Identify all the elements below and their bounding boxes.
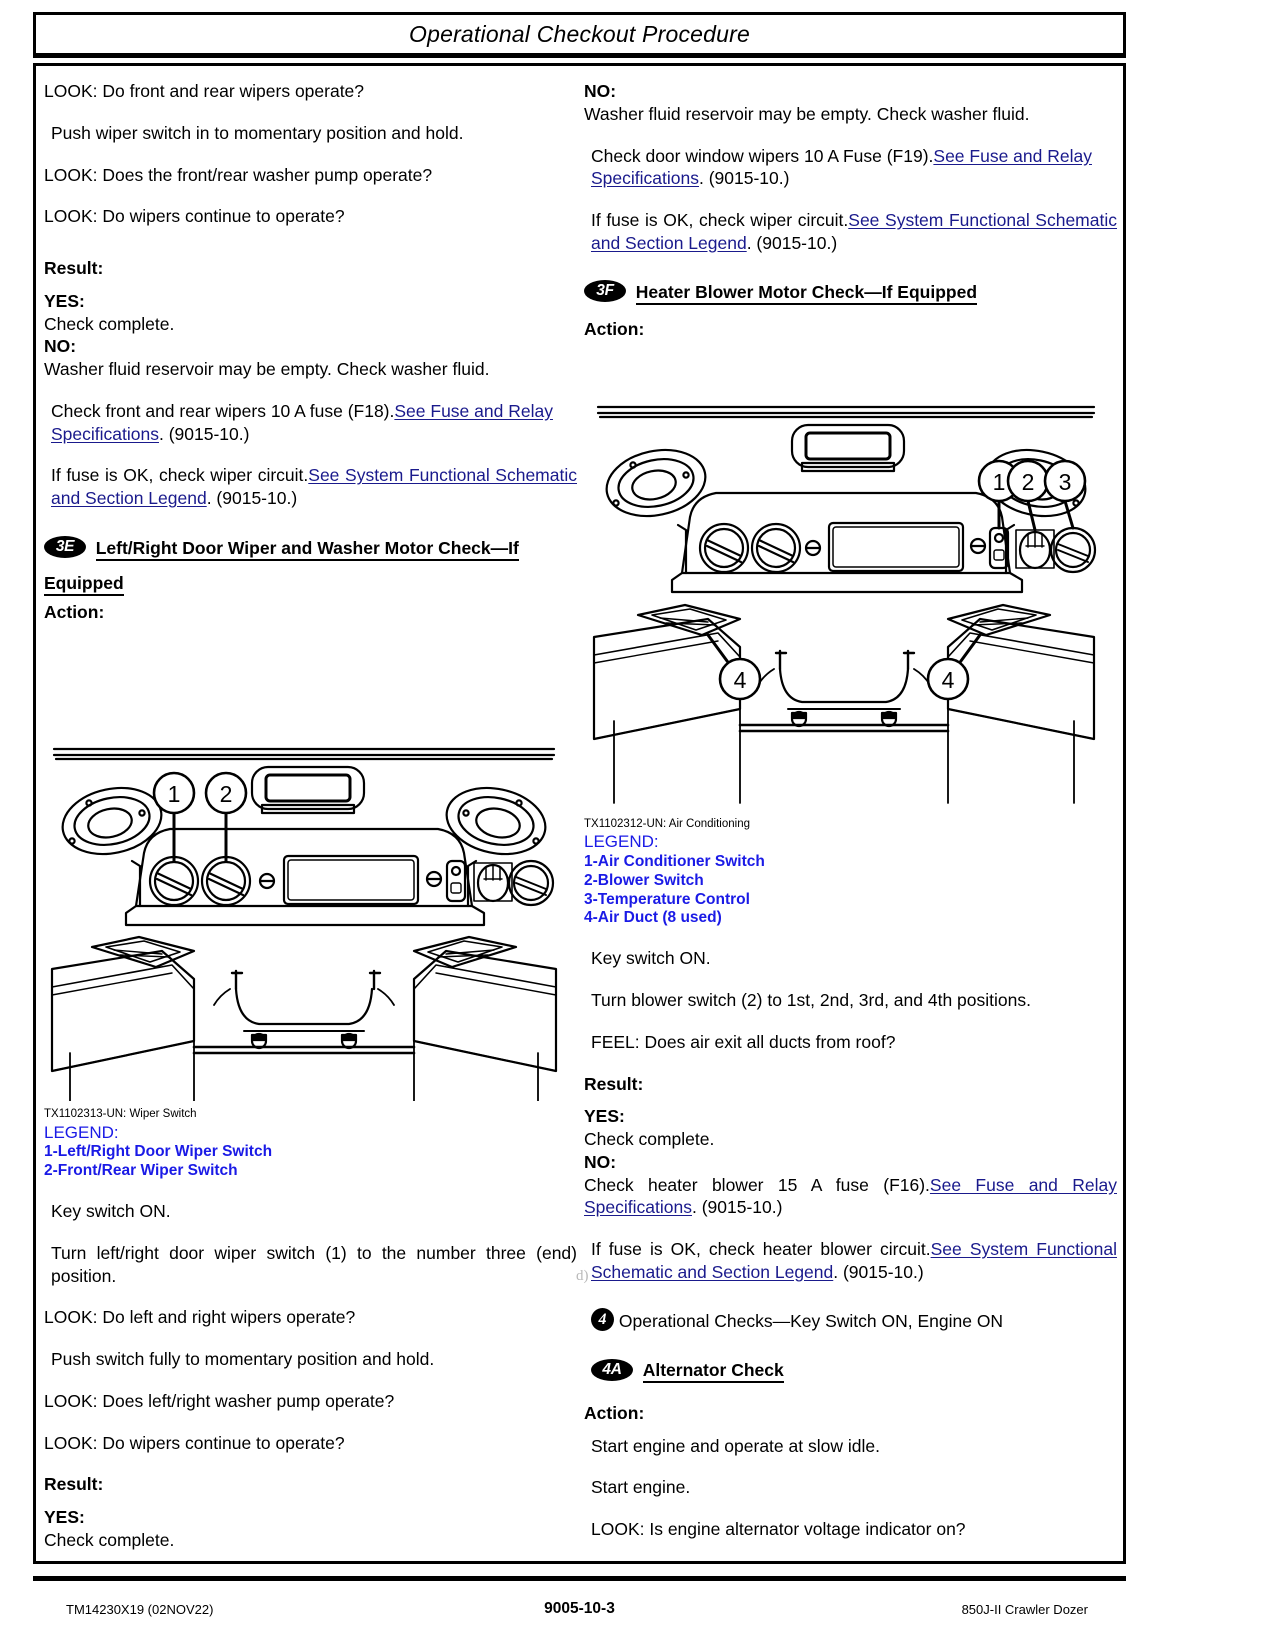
two-column-layout	[36, 66, 1129, 1567]
left-yes-text: Check complete.	[44, 313, 175, 334]
page-header	[33, 12, 1126, 58]
callout-2	[1008, 461, 1048, 501]
section-4-heading	[584, 1310, 1117, 1334]
left-step-1: Turn left/right door wiper switch (1) to the number three (end) position.	[51, 1242, 577, 1286]
svg-text:2: 2	[219, 781, 233, 808]
callout-3	[1045, 461, 1085, 501]
footer-machine-model: 850J-II Crawler Dozer	[961, 1602, 1088, 1617]
right-fuse-ref: . (9015-10.)	[698, 168, 790, 189]
right-step-0: Key switch ON.	[591, 948, 711, 969]
right-yes-label: YES:	[584, 1106, 625, 1127]
right-column	[584, 80, 1117, 1541]
left-circuit-check	[44, 464, 577, 510]
right-circuit-link[interactable]: See System Functional Schematic and Section Legend	[591, 210, 1117, 253]
right-result-label: Result:	[584, 1073, 644, 1094]
figure-wiper-switch	[44, 701, 577, 1101]
section-3e-line2-wrap	[44, 571, 577, 596]
figure-2-legend-item-0: 1-Air Conditioner Switch	[584, 852, 765, 870]
right-step-2: FEEL: Does air exit all ducts from roof?	[591, 1031, 896, 1052]
left-yes-label: YES:	[44, 290, 85, 311]
left-fuse-check	[44, 400, 577, 446]
callout-2	[206, 773, 246, 813]
right-circuit-ref: . (9015-10.)	[746, 232, 838, 253]
figure-1-legend-item-0: 1-Left/Right Door Wiper Switch	[44, 1143, 273, 1161]
figure-2-legend-item-1: 2-Blower Switch	[584, 871, 704, 889]
left-circuit-lead: If fuse is OK, check wiper circuit.	[51, 465, 309, 486]
svg-text:4: 4	[941, 666, 955, 693]
left-action-label: Action:	[44, 601, 105, 622]
left-yes2-text: Check complete.	[44, 1529, 175, 1550]
right-4a-action-label: Action:	[584, 1402, 645, 1423]
svg-text:1: 1	[167, 781, 181, 808]
left-para-1: Push wiper switch in to momentary position and hold.	[51, 122, 464, 143]
left-para-0: LOOK: Do front and rear wipers operate?	[44, 81, 365, 101]
svg-text:1: 1	[992, 468, 1006, 495]
left-step-3: Push switch fully to momentary position and hold.	[51, 1349, 435, 1370]
right-action-label: Action:	[584, 318, 645, 339]
right-heater-circuit-ref: . (9015-10.)	[833, 1261, 924, 1282]
section-4a-badge: 4A	[591, 1359, 633, 1381]
left-circuit-ref: . (9015-10.)	[206, 488, 298, 508]
right-step-1: Turn blower switch (2) to 1st, 2nd, 3rd, and 4th positions.	[591, 990, 1031, 1011]
right-circuit-lead: If fuse is OK, check wiper circuit.	[591, 210, 849, 230]
section-4a-heading	[584, 1359, 1117, 1382]
left-fuse-link[interactable]: See Fuse and Relay Specifications	[51, 400, 553, 444]
figure-2-caption: TX1102312-UN: Air Conditioning	[584, 817, 750, 830]
section-3f-badge: 3F	[584, 280, 626, 302]
section-3e-badge: 3E	[44, 536, 86, 558]
figure-air-conditioning	[584, 383, 1117, 813]
left-result2-label: Result:	[44, 1474, 104, 1495]
svg-text:2: 2	[1021, 468, 1035, 495]
footer-page-number: 9005-10-3	[544, 1600, 615, 1617]
right-4a-step-1: Start engine.	[591, 1477, 691, 1498]
callout-1	[154, 773, 194, 813]
page-footer	[33, 1592, 1126, 1632]
section-3f-heading	[584, 281, 1117, 304]
left-yes2-label: YES:	[44, 1507, 85, 1528]
svg-text:3: 3	[1058, 468, 1072, 495]
right-4a-step-0: Start engine and operate at slow idle.	[591, 1435, 880, 1456]
left-circuit-link[interactable]: See System Functional Schematic and Section Legend	[51, 465, 577, 508]
content-frame	[33, 63, 1126, 1564]
right-no-text: Washer fluid reservoir may be empty. Check washer fluid.	[584, 103, 1030, 124]
scan-artifact: d)	[576, 1268, 589, 1284]
section-4-title: Operational Checks—Key Switch ON, Engine ON	[618, 1310, 1004, 1331]
right-heater-circuit-lead: If fuse is OK, check heater blower circuit.	[591, 1239, 931, 1260]
section-4-badge: 4	[591, 1308, 614, 1331]
right-heater-fuse-lead: Check heater blower 15 A fuse (F16).	[584, 1174, 930, 1195]
right-heater-fuse-link[interactable]: See Fuse and Relay Specifications	[584, 1174, 1117, 1218]
right-no-label: NO:	[584, 81, 617, 101]
right-no2-label: NO:	[584, 1151, 617, 1172]
left-fuse-ref: . (9015-10.)	[158, 423, 250, 444]
left-fuse-lead: Check front and rear wipers 10 A fuse (F18).	[51, 400, 395, 421]
section-4a-title: Alternator Check	[643, 1360, 784, 1383]
cab-interior-illustration-1	[44, 701, 564, 1101]
figure-1-legend-title: LEGEND:	[44, 1122, 119, 1142]
left-step-2: LOOK: Do left and right wipers operate?	[44, 1307, 356, 1328]
left-no-label: NO:	[44, 336, 77, 357]
section-3e-title-cont: Equipped	[44, 573, 124, 596]
section-3e-title: Left/Right Door Wiper and Washer Motor Check—If	[96, 538, 519, 561]
footer-manual-number: TM14230X19 (02NOV22)	[66, 1602, 214, 1617]
right-yes-text: Check complete.	[584, 1129, 715, 1150]
left-para-3: LOOK: Do wipers continue to operate?	[44, 206, 345, 227]
right-heater-circuit-check	[584, 1238, 1117, 1284]
left-result-label: Result:	[44, 258, 104, 278]
callout-4-left	[720, 659, 760, 699]
section-3e-heading	[44, 536, 577, 597]
left-step-0: Key switch ON.	[51, 1201, 171, 1222]
left-step-5: LOOK: Do wipers continue to operate?	[44, 1432, 345, 1453]
figure-1-caption: TX1102313-UN: Wiper Switch	[44, 1108, 197, 1121]
figure-2-legend-item-2: 3-Temperature Control	[584, 890, 750, 908]
section-3e-line1	[44, 536, 577, 561]
left-step-4: LOOK: Does left/right washer pump operate?	[44, 1390, 395, 1411]
figure-2-legend-item-3: 4-Air Duct (8 used)	[584, 909, 722, 927]
right-heater-fuse-ref: . (9015-10.)	[691, 1197, 783, 1218]
left-para-2: LOOK: Does the front/rear washer pump operate?	[44, 164, 433, 185]
right-4a-step-2: LOOK: Is engine alternator voltage indicator on?	[591, 1519, 966, 1540]
figure-2-legend-title: LEGEND:	[584, 832, 659, 851]
left-no-text: Washer fluid reservoir may be empty. Check washer fluid.	[44, 359, 490, 379]
callout-4-right	[928, 659, 968, 699]
right-heater-fuse-check	[584, 1174, 1117, 1220]
right-circuit-check	[584, 209, 1117, 255]
page-title: Operational Checkout Procedure	[409, 20, 750, 47]
right-heater-circuit-link[interactable]: See System Functional Schematic and Section Legend	[591, 1239, 1117, 1282]
figure-1-legend-item-1: 2-Front/Rear Wiper Switch	[44, 1162, 238, 1180]
right-fuse-lead: Check door window wipers 10 A Fuse (F19).	[591, 145, 934, 166]
right-fuse-link[interactable]: See Fuse and Relay Specifications	[591, 145, 1092, 189]
cab-interior-illustration-2	[584, 383, 1104, 813]
svg-text:4: 4	[733, 666, 747, 693]
right-fuse-check	[584, 145, 1117, 191]
section-3f-title: Heater Blower Motor Check—If Equipped	[636, 282, 977, 305]
section-3f-line	[584, 281, 1117, 304]
left-column	[44, 80, 577, 1552]
footer-rule	[33, 1576, 1126, 1581]
